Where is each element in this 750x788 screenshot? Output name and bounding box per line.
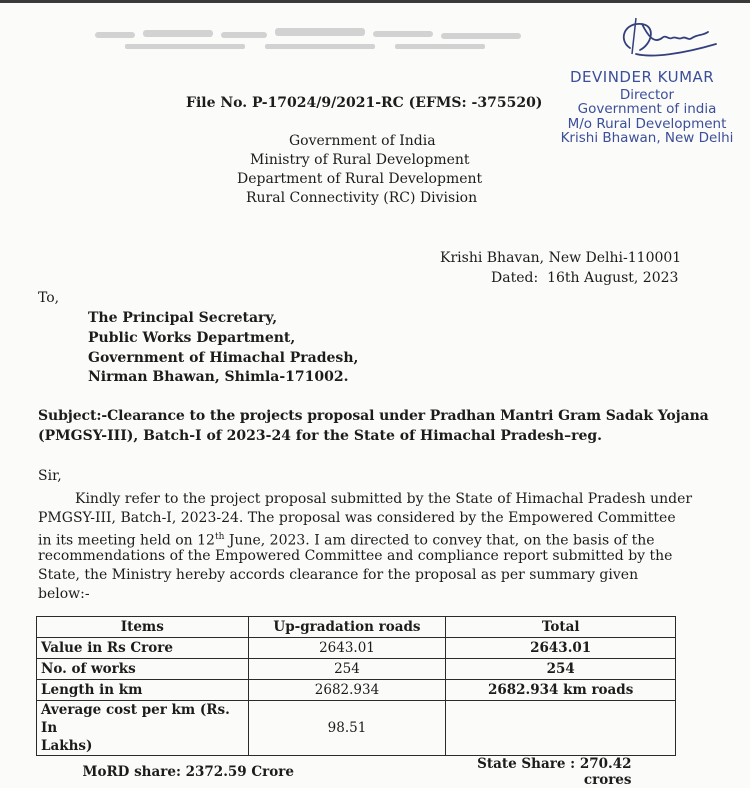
row-total: 254 <box>446 659 676 680</box>
place-line: Krishi Bhavan, New Delhi-110001 <box>440 250 681 266</box>
body-line-4: recommendations of the Empowered Committee and compliance report submitted by the <box>38 546 672 566</box>
file-number: File No. P-17024/9/2021-RC (EFMS: -375520) <box>186 95 542 111</box>
row-upgradation: 2643.01 <box>248 638 446 659</box>
table-row <box>37 701 676 756</box>
body-line-5: State, the Ministry hereby accords clearance for the proposal as per summary given <box>38 565 638 585</box>
subject-line-2: (PMGSY-III), Batch-I of 2023-24 for the State of Himachal Pradesh–reg. <box>38 428 602 444</box>
body-line-6: below:- <box>38 584 90 604</box>
mord-share: MoRD share: 2372.59 Crore <box>37 756 446 788</box>
table-footer-row <box>37 756 676 788</box>
table-row <box>37 659 676 680</box>
dated-label: Dated: <box>491 270 538 286</box>
row-item: Value in Rs Crore <box>37 638 249 659</box>
faded-hindi-header <box>95 22 535 56</box>
salutation: Sir, <box>38 468 62 484</box>
stamp-designation: Director <box>552 88 742 102</box>
row-item: Length in km <box>37 680 249 701</box>
row-upgradation: 254 <box>248 659 446 680</box>
body-line-1: Kindly refer to the project proposal submitted by the State of Himachal Pradesh under <box>75 489 692 509</box>
stamp-government: Government of india <box>552 102 742 116</box>
header-upgradation: Up-gradation roads <box>248 617 446 638</box>
addressee-line-3: Government of Himachal Pradesh, <box>88 350 358 366</box>
dated-line <box>491 270 678 286</box>
clearance-summary-table <box>36 616 676 788</box>
subject-line-1: Subject:-Clearance to the projects proposal under Pradhan Mantri Gram Sadak Yojana <box>38 408 709 424</box>
addressee-line-2: Public Works Department, <box>88 330 295 346</box>
state-share: State Share : 270.42 crores <box>446 756 676 788</box>
ordinal-suffix: th <box>215 532 224 542</box>
to-label: To, <box>38 290 59 306</box>
addressee-line-1: The Principal Secretary, <box>88 310 277 326</box>
director-signature-icon <box>612 14 722 70</box>
table-row <box>37 680 676 701</box>
row-item: No. of works <box>37 659 249 680</box>
addressee-line-4: Nirman Bhawan, Shimla-171002. <box>88 369 349 385</box>
page-top-edge <box>0 0 750 3</box>
stamp-address: Krishi Bhawan, New Delhi <box>552 131 742 145</box>
body-line-2: PMGSY-III, Batch-I, 2023-24. The proposal was considered by the Empowered Committee <box>38 508 676 528</box>
header-total: Total <box>446 617 676 638</box>
org-line-ministry: Ministry of Rural Development <box>250 152 470 168</box>
body-line-3-suffix: June, 2023. I am directed to convey that, on the basis of the <box>224 533 654 549</box>
row-upgradation: 2682.934 <box>248 680 446 701</box>
table-header-row <box>37 617 676 638</box>
row-item-line-1: Average cost per km (Rs. In <box>41 702 230 736</box>
org-line-department: Department of Rural Development <box>237 171 482 187</box>
row-total: 2643.01 <box>446 638 676 659</box>
row-item-line-2: Lakhs) <box>41 738 92 754</box>
stamp-ministry: M/o Rural Development <box>552 117 742 131</box>
header-items: Items <box>37 617 249 638</box>
row-total: 2682.934 km roads <box>446 680 676 701</box>
row-upgradation: 98.51 <box>248 701 446 756</box>
body-line-3-prefix: in its meeting held on 12 <box>38 533 215 549</box>
org-line-division: Rural Connectivity (RC) Division <box>246 190 477 206</box>
row-item <box>37 701 249 756</box>
org-line-government: Government of India <box>289 133 436 149</box>
table-row <box>37 638 676 659</box>
row-total <box>446 701 676 756</box>
stamp-name: DEVINDER KUMAR <box>570 68 714 86</box>
letter-date: 16th August, 2023 <box>547 270 678 286</box>
